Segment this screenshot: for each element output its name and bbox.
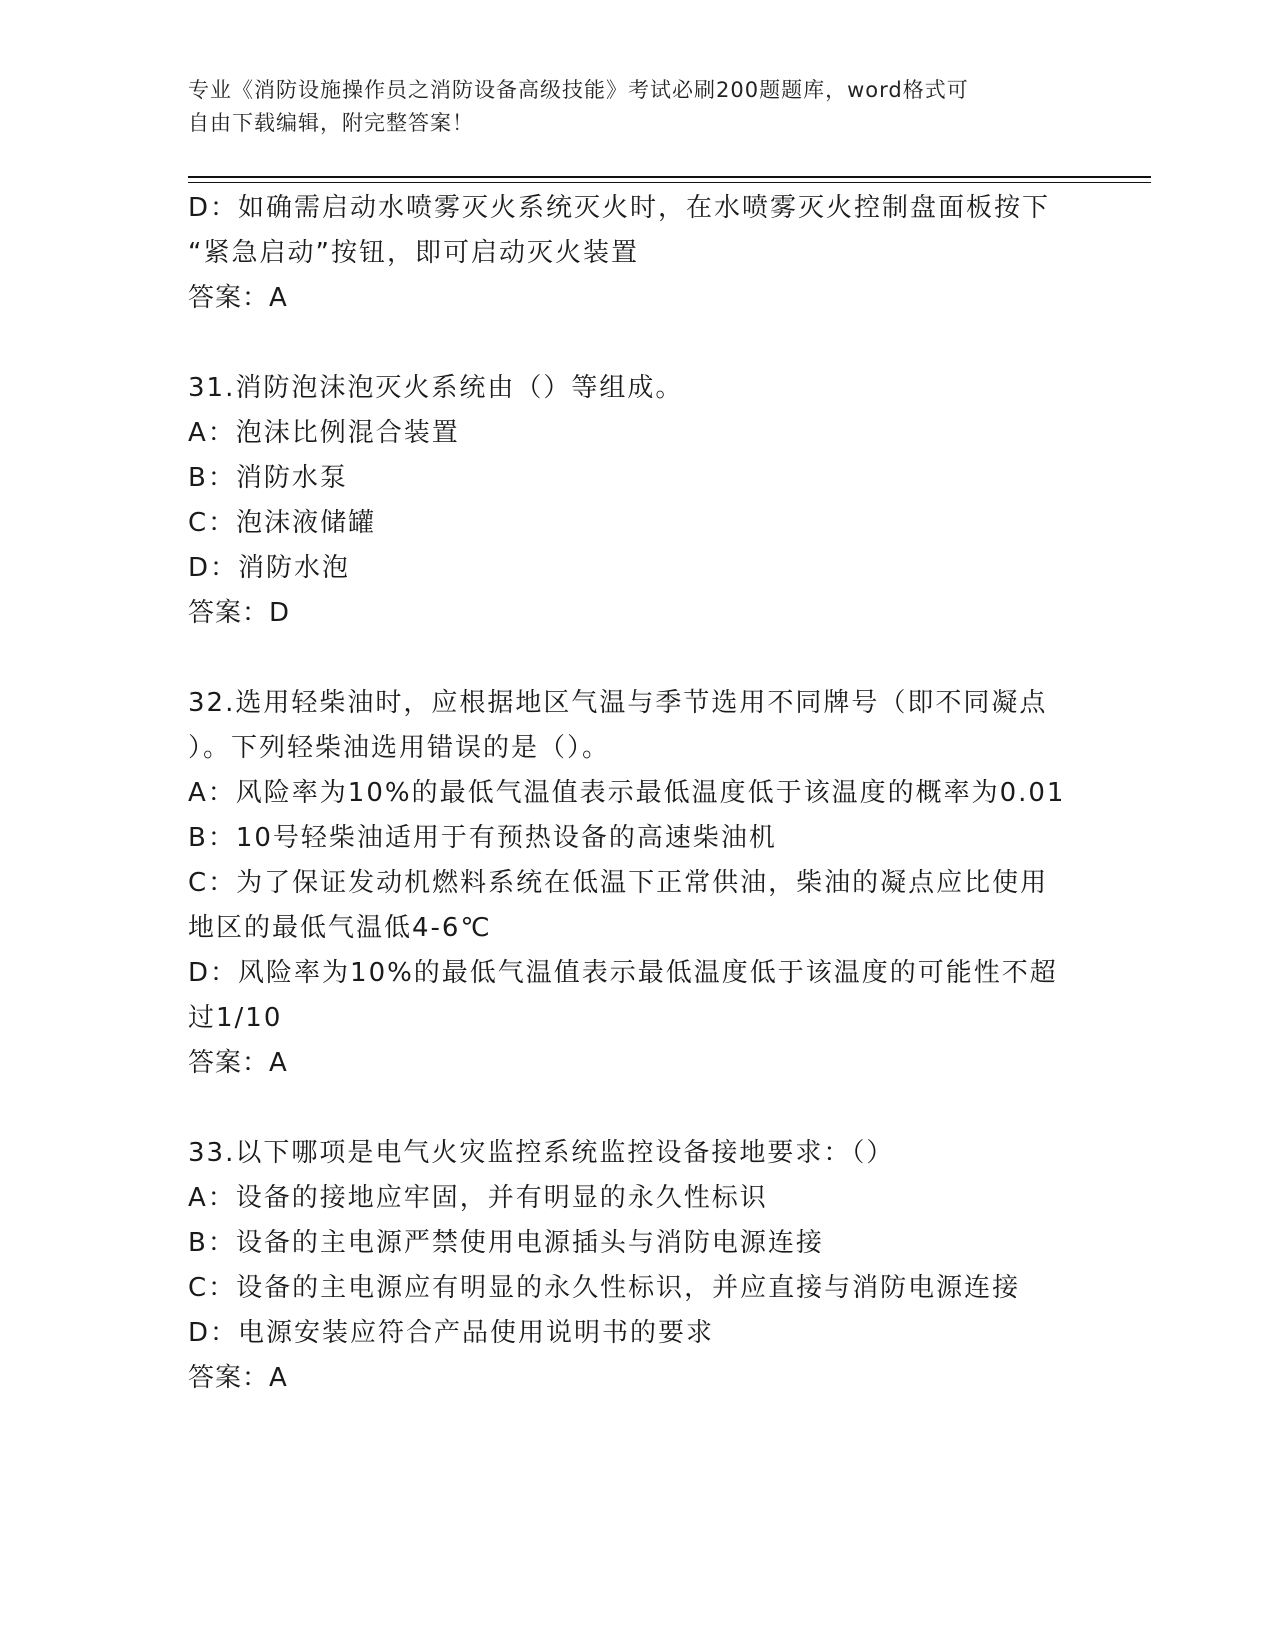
question-31 [188, 366, 1088, 636]
option-c: C：泡沫液储罐 [188, 508, 377, 538]
option-c-line-2: 地区的最低气温低4-6℃ [188, 913, 492, 943]
spacer [188, 321, 1088, 366]
answer-label: 答案：A [188, 1048, 288, 1078]
option-b: B：消防水泵 [188, 463, 348, 493]
option-b: B：10号轻柴油适用于有预热设备的高速柴油机 [188, 823, 777, 853]
spacer [188, 1086, 1088, 1131]
option-b: B：设备的主电源严禁使用电源插头与消防电源连接 [188, 1228, 824, 1258]
option-d-line-2: “紧急启动”按钮，即可启动灭火装置 [188, 238, 639, 268]
option-d-line-1: D：如确需启动水喷雾灭火系统灭火时，在水喷雾灭火控制盘面板按下 [188, 193, 1051, 223]
question-33 [188, 1131, 1088, 1401]
header-title-line-2: 自由下载编辑，附完整答案！ [188, 111, 474, 135]
option-d-line-2: 过1/10 [188, 1003, 283, 1033]
option-a: A：设备的接地应牢固，并有明显的永久性标识 [188, 1183, 768, 1213]
header-divider-thick [188, 176, 1151, 178]
question-list [188, 186, 1088, 1401]
option-d: D：消防水泡 [188, 553, 351, 583]
question-stem-line-1: 32.选用轻柴油时，应根据地区气温与季节选用不同牌号（即不同凝点 [188, 688, 1048, 718]
answer-label: 答案：D [188, 598, 291, 628]
prev-question-block [188, 186, 1088, 321]
option-a: A：风险率为10%的最低气温值表示最低温度低于该温度的概率为0.01 [188, 778, 1066, 808]
option-d: D：电源安装应符合产品使用说明书的要求 [188, 1318, 715, 1348]
question-stem-line-2: ）。下列轻柴油选用错误的是（）。 [188, 733, 611, 763]
option-c: C：设备的主电源应有明显的永久性标识，并应直接与消防电源连接 [188, 1273, 1021, 1303]
spacer [188, 636, 1088, 681]
option-a: A：泡沫比例混合装置 [188, 418, 460, 448]
answer-label: 答案：A [188, 283, 288, 313]
header-divider-thin [188, 182, 1151, 183]
option-c-line-1: C：为了保证发动机燃料系统在低温下正常供油，柴油的凝点应比使用 [188, 868, 1049, 898]
answer-label: 答案：A [188, 1363, 288, 1393]
question-stem: 33.以下哪项是电气火灾监控系统监控设备接地要求：（） [188, 1138, 895, 1168]
question-stem: 31.消防泡沫泡灭火系统由（）等组成。 [188, 373, 684, 403]
option-d-line-1: D：风险率为10%的最低气温值表示最低温度低于该温度的可能性不超 [188, 958, 1058, 988]
question-32 [188, 681, 1088, 1086]
document-header [188, 74, 1088, 140]
header-title-line-1: 专业《消防设施操作员之消防设备高级技能》考试必刷200题题库，word格式可 [188, 78, 969, 102]
